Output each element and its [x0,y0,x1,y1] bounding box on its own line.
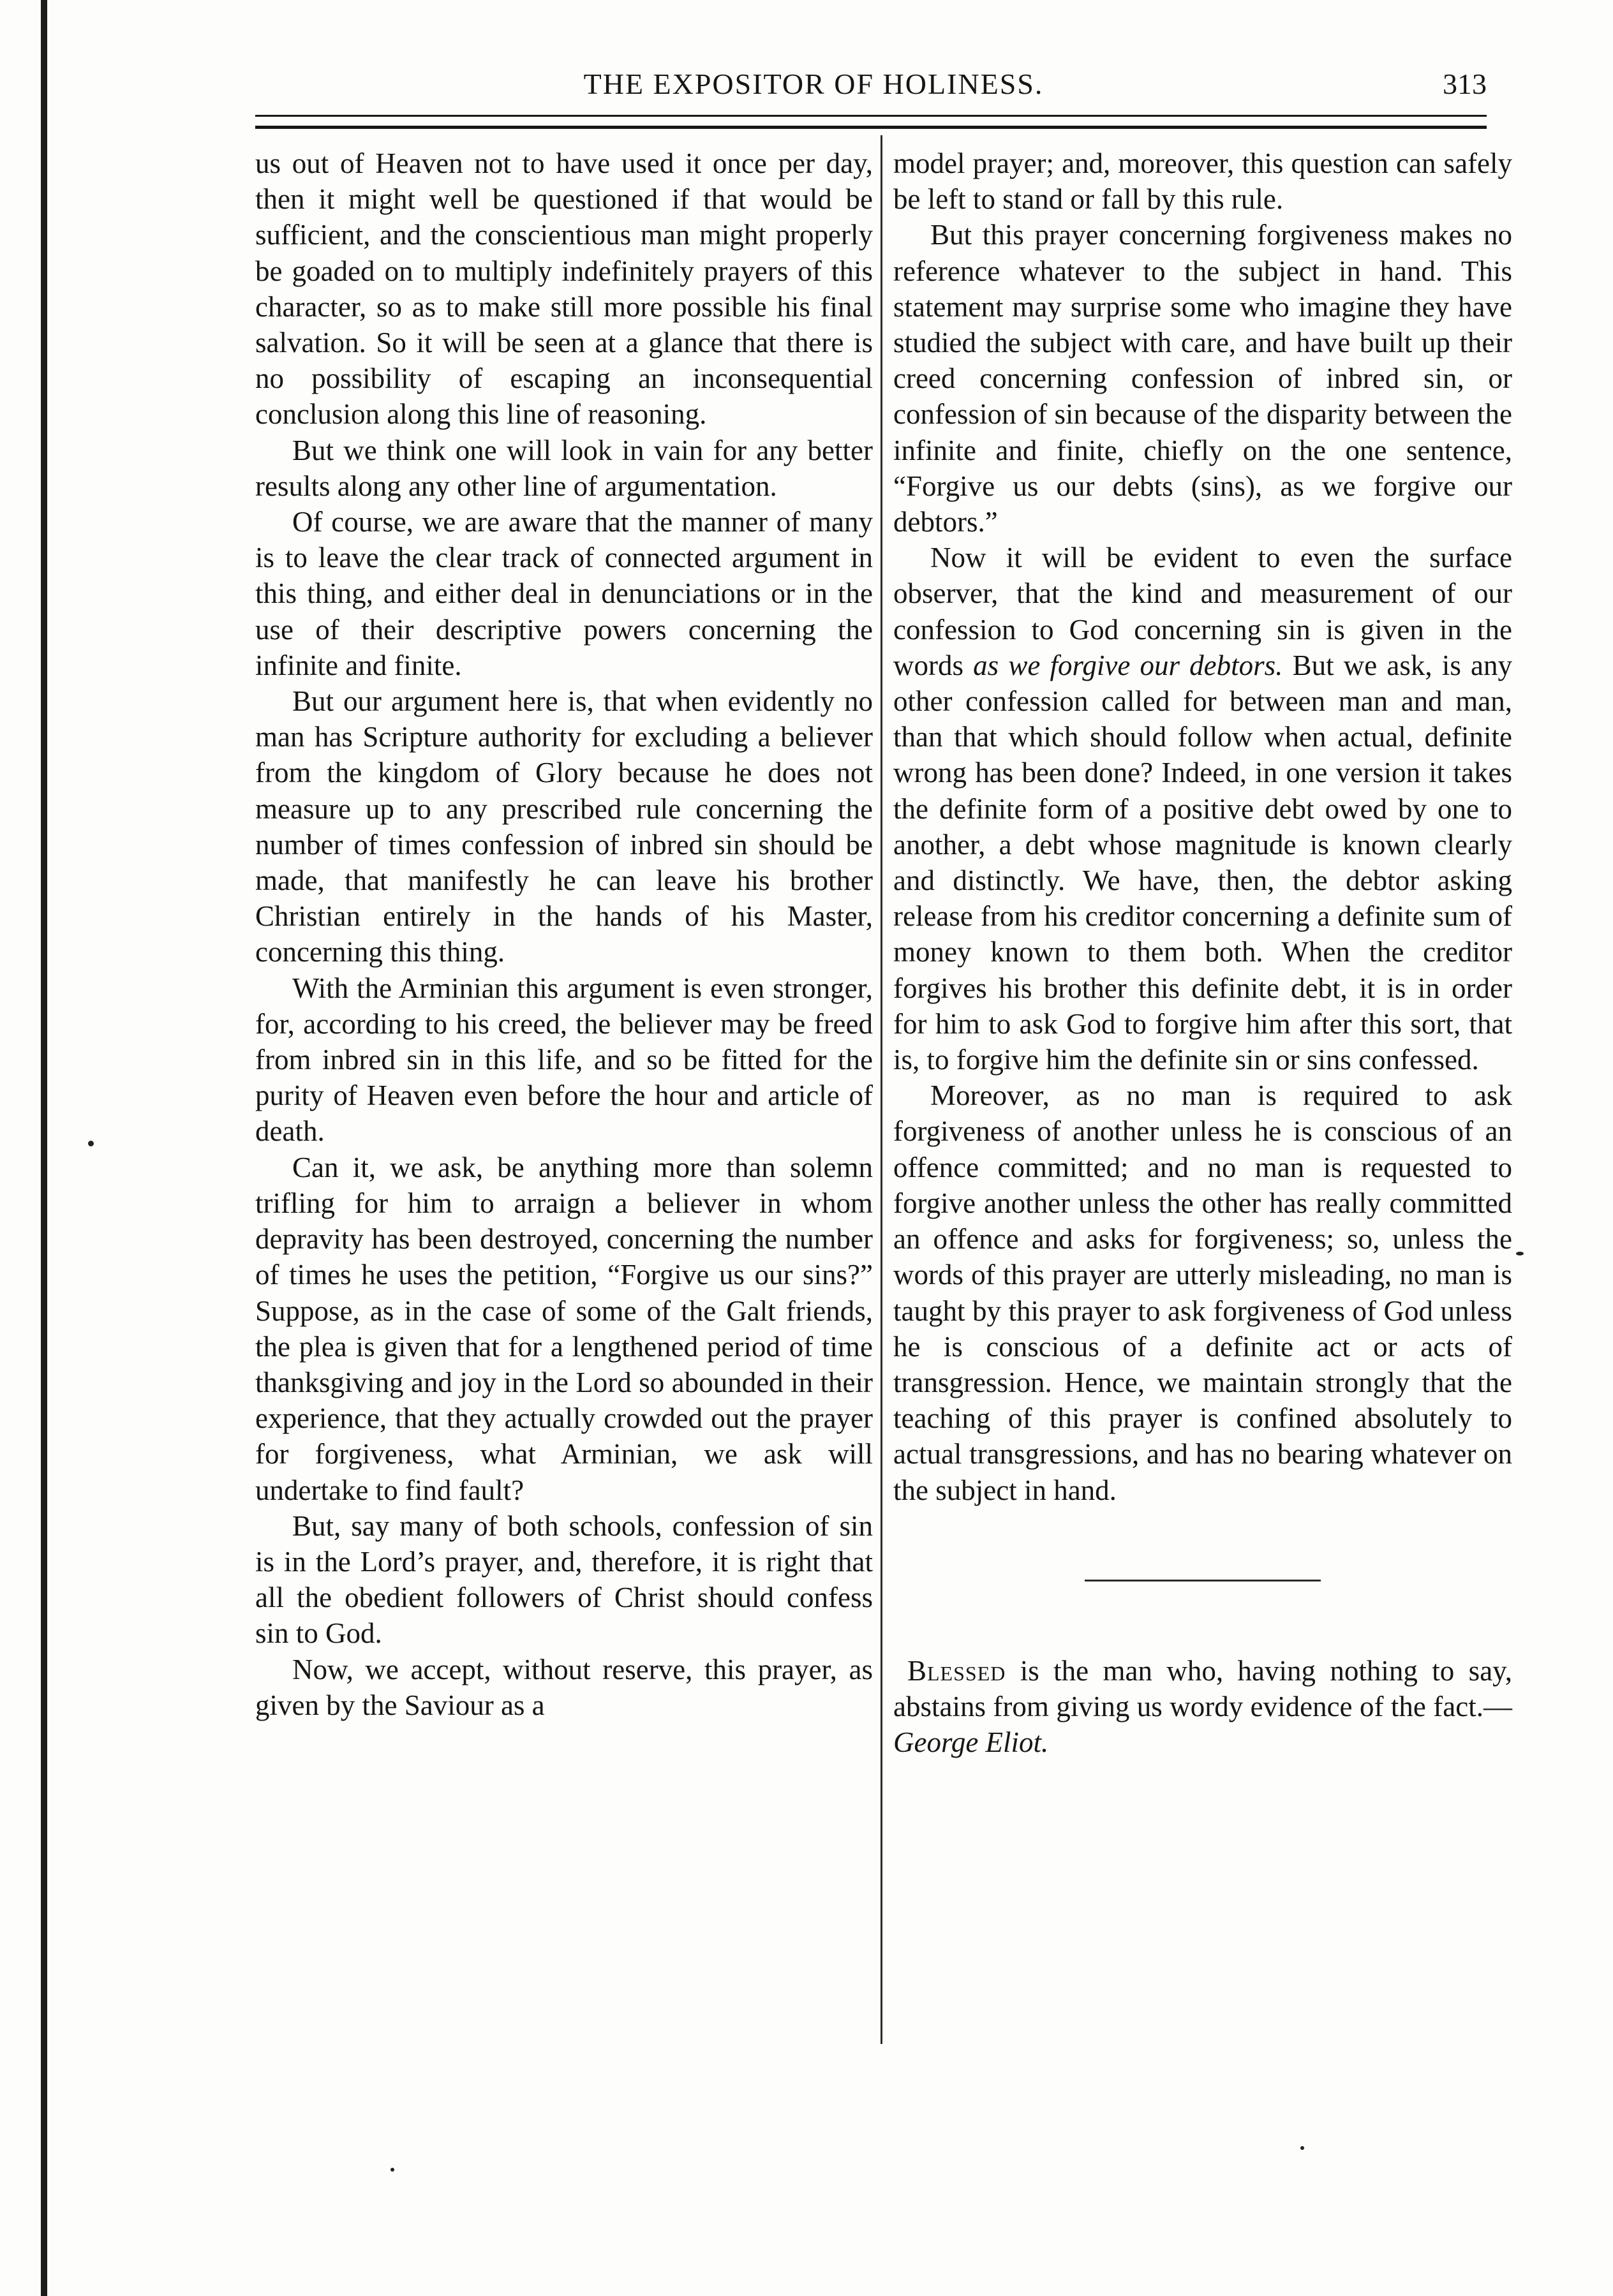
left-column [255,145,873,1723]
paragraph: With the Arminian this argument is even stronger, for, according to his creed, the believer may be freed from inbred sin in this life, and so be fitted for the purity of Heaven even before the hour and article of death. [255,972,873,1148]
running-head [255,61,1487,107]
paragraph: model prayer; and, moreover, this question can safely be left to stand or fall by this rule. [893,147,1512,216]
paragraph: Now, we accept, without reserve, this prayer, as given by the Saviour as a [255,1653,873,1721]
paragraph: Moreover, as no man is required to ask forgiveness of another unless he is conscious of an offence committed; and no man is requested to forgive another unless the other has really committed an offence and asks for forgiveness; so, unless the words of this prayer are utterly misleading, no man is taught by this prayer to ask forgiveness of God unless he is conscious of a definite act or acts of transgression. Hence, we maintain strongly that the teaching of this prayer is confined absolutely to actual transgressions, and has no bearing whatever on the subject in hand. [893,1079,1512,1506]
quote-lead-word: Blessed [907,1654,1006,1687]
emphasis: as we forgive our debtors. [973,649,1283,681]
paragraph: Can it, we ask, be anything more than solemn trifling for him to arraign a believer in whom depravity has been destroyed, concerning the number of times he uses the petition, “Forgive us our sins?” Suppose, as in the case of some of the Galt friends, the plea is given that for a lengthened period of time thanksgiving and joy in the Lord so abounded in their experience, that they actually crowded out the prayer for forgiveness, what Arminian, we ask will undertake to find fault? [255,1151,873,1506]
page-number: 313 [1443,68,1487,100]
running-title: THE EXPOSITOR OF HOLINESS. [583,68,1044,100]
quote-author: George Eliot. [893,1726,1049,1759]
paragraph [893,540,1512,1078]
paragraph: us out of Heaven not to have used it once per day, then it might well be questioned if that would be sufficient, and the conscientious man might properly be goaded on to multiply indefinitely prayers of this character, so as to make still more possible his final salvation. So it will be seen at a glance that there is no possibility of escaping an inconsequential conclusion along this line of reasoning. [255,147,873,431]
paragraph-text: Now it will be evident to even the surface observer, that the kind and measurement of our confession to God concerning sin is given in the words [893,542,1512,681]
closing-quote [893,1653,1512,1761]
paragraph: But our argument here is, that when evidently no man has Scripture authority for excluding a believer from the kingdom of Glory because he does not measure up to any prescribed rule concerning the number of times confession of inbred sin should be made, that manifestly he can leave his brother Christian entirely in the hands of his Master, concerning this thing. [255,685,873,968]
paragraph: But this prayer concerning forgiveness makes no reference whatever to the subject in hand. This statement may surprise some who imagine they have studied the subject with care, and have built up their creed concerning confession of inbred sin, or confession of sin because of the disparity between the infinite and finite, chiefly on the one sentence, “Forgive us our debts (sins), as we forgive our debtors.” [893,219,1512,538]
quote-text: is the man who, having nothing to say, abstains from giving us wordy evidence of the fact.— [893,1654,1512,1722]
right-column [893,145,1512,1760]
paragraph: But we think one will look in vain for any better results along any other line of argumentation. [255,434,873,502]
quote-paragraph [893,1653,1512,1761]
print-speck [1300,2146,1304,2150]
section-rule [1085,1580,1321,1581]
print-speck [1516,1252,1524,1255]
header-rule-thick [255,126,1487,129]
page-binding-edge [41,0,47,2296]
print-speck [88,1141,94,1146]
header-rule-thin [255,115,1487,117]
paragraph: Of course, we are aware that the manner of many is to leave the clear track of connected argument in this thing, and either deal in denunciations or in the use of their descriptive powers concerning the infinite and finite. [255,506,873,681]
paragraph-text: But we ask, is any other confession called for between man and man, than that which should follow when actual, definite wrong has been done? Indeed, in one version it takes the definite form of a positive debt owed by one to another, a debt whose magnitude is known clearly and distinctly. We have, then, the debtor asking release from his creditor concerning a definite sum of money known to them both. When the creditor forgives his brother this definite debt, it is in order for him to ask God to forgive him after this sort, that is, to forgive him the definite sin or sins confessed. [893,649,1512,1076]
column-divider [881,135,882,2044]
paragraph: But, say many of both schools, confession of sin is in the Lord’s prayer, and, therefore, it is right that all the obedient followers of Christ should confess sin to God. [255,1509,873,1650]
print-speck [390,2168,394,2172]
